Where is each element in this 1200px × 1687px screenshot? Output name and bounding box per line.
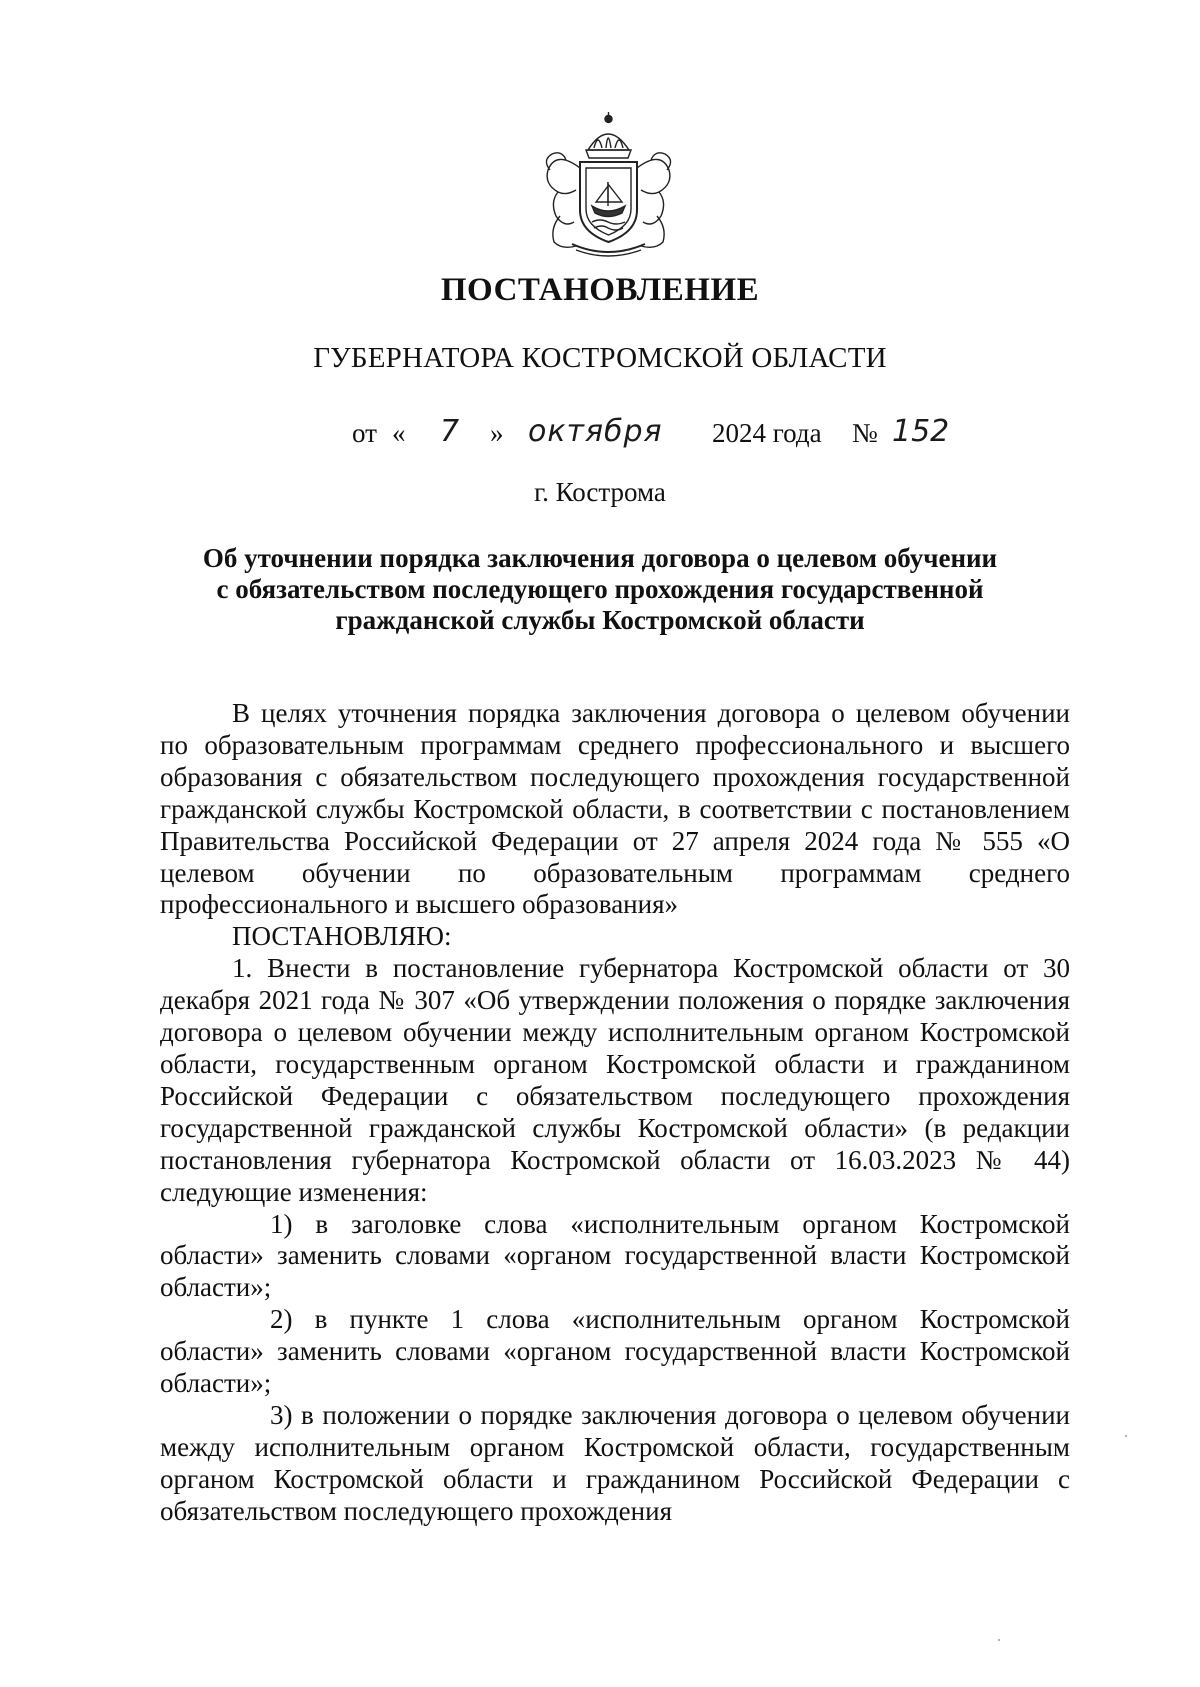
document-heading [180,543,1020,636]
document-number-handwritten: 152 [892,414,950,449]
heading-line: с обязательством последующего прохождения государственной [216,574,984,604]
date-close-quote: » [490,418,504,448]
body-paragraph-item-1: 1. Внести в постановление губернатора Костромской области от 30 декабря 2021 года № 307 «Об утверждении положения о порядке заключения договора о целевом обучении между исполнительным органом Костромской области, государственным органом Костромской области и гражданином Российской Федерации с обязательством последующего прохождения государственной гражданской службы Костромской области» (в редакции постановления губернатора Костромской области от 16.03.2023 № 44) следующие изменения: [160,953,1070,1207]
resolution-word: ПОСТАНОВЛЯЮ: [232,921,452,952]
coat-of-arms-emblem [536,110,681,258]
heading-line: гражданской службы Костромской области [335,605,865,635]
body-paragraph-preamble: В целях уточнения порядка заключения договора о целевом обучении по образовательным программам среднего профессионального и высшего образования с обязательством последующего прохождения государственной гражданской службы Костромской области, в соответствии с постановлением Правительства Российской Федерации от 27 апреля 2024 года № 555 «О целевом обучении по образовательным программам среднего профессионального и высшего образования» [160,698,1070,920]
date-line [352,414,972,464]
body-paragraph-subitem-3: 3) в положении о порядке заключения договора о целевом обучении между исполнительным органом Костромской области, государственным органом Костромской области и гражданином Российской Федерации с обязательством последующего прохождения [160,1399,1070,1526]
body-paragraph-subitem-1: 1) в заголовке слова «исполнительным органом Костромской области» заменить словами «органом государственной власти Костромской области»; [160,1208,1070,1303]
scan-speck [998,1639,1000,1641]
number-label: № [852,418,878,448]
date-open-quote: « [392,418,406,448]
body-paragraph-subitem-2: 2) в пункте 1 слова «исполнительным органом Костромской области» заменить словами «органом государственной власти Костромской области»; [160,1304,1070,1399]
document-body [160,698,1070,1528]
date-prefix: от [352,418,377,448]
issuer-title: ГУБЕРНАТОРА КОСТРОМСКОЙ ОБЛАСТИ [313,342,887,374]
scan-speck [1125,1435,1127,1437]
city-line: г. Кострома [534,477,666,507]
date-month-handwritten: октября [528,414,663,449]
document-title: ПОСТАНОВЛЕНИЕ [440,272,760,308]
heading-line: Об уточнении порядка заключения договора о целевом обучении [202,543,998,573]
date-day-handwritten: 7 [440,414,460,449]
date-year: 2024 года [712,418,822,448]
